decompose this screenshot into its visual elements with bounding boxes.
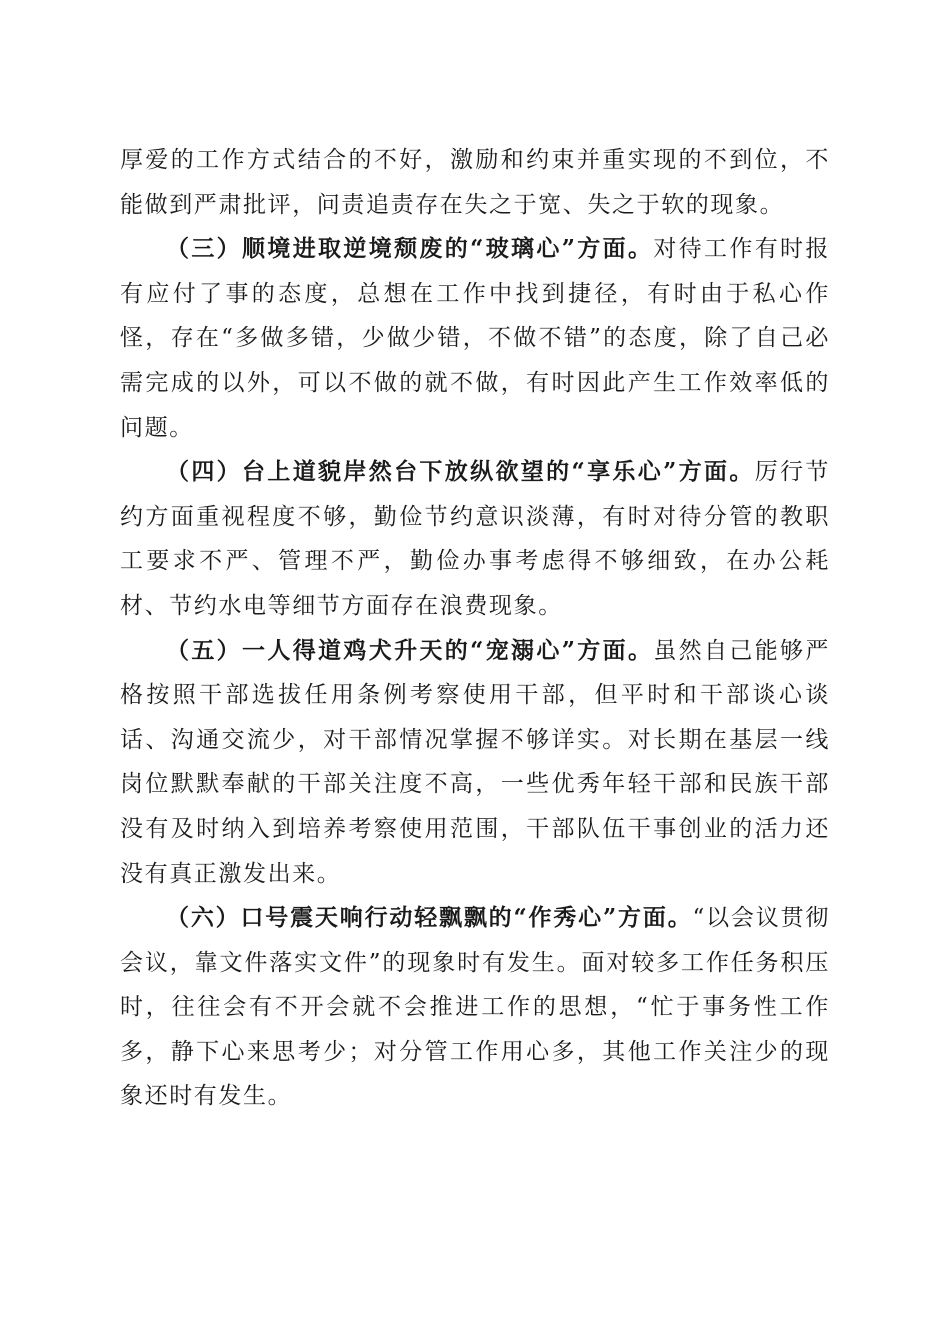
paragraph-body: 对待工作有时报有应付了事的态度，总想在工作中找到捷径，有时由于私心作怪，存在“多做多错，少做少错，不做不错”的态度，除了自己必需完成的以外，可以不做的就不做，有时因此产生工作效率低的问题。	[120, 236, 830, 441]
paragraph-body: 厉行节约方面重视程度不够，勤俭节约意识淡薄，有时对待分管的教职工要求不严、管理不严，勤俭办事考虑得不够细致，在办公耗材、节约水电等细节方面存在浪费现象。	[120, 459, 830, 619]
section-heading: （三）顺境进取逆境颓废的“玻璃心”方面。	[166, 235, 654, 263]
paragraph-body: 厚爱的工作方式结合的不好，激励和约束并重实现的不到位，不能做到严肃批评，问责追责存在失之于宽、失之于软的现象。	[120, 147, 830, 218]
paragraph-body: 虽然自己能够严格按照干部选拔任用条例考察使用干部，但平时和干部谈心谈话、沟通交流少，对干部情况掌握不够详实。对长期在基层一线岗位默默奉献的干部关注度不高，一些优秀年轻干部和民族干部没有及时纳入到培养考察使用范围，干部队伍干事创业的活力还没有真正激发出来。	[120, 637, 830, 887]
paragraph-body: “以会议贯彻会议，靠文件落实文件”的现象时有发生。面对较多工作任务积压时，往往会有不开会就不会推进工作的思想，“忙于事务性工作多，静下心来思考少；对分管工作用心多，其他工作关注少的现象还时有发生。	[120, 905, 830, 1110]
section-heading: （四）台上道貌岸然台下放纵欲望的“享乐心”方面。	[166, 458, 755, 486]
paragraph-pleasure-heart	[120, 450, 830, 628]
paragraph-glass-heart	[120, 227, 830, 450]
document-page	[120, 138, 830, 1119]
section-heading: （六）口号震天响行动轻飘飘的“作秀心”方面。	[166, 904, 693, 932]
paragraph-continuation	[120, 138, 830, 227]
paragraph-doting-heart	[120, 629, 830, 897]
paragraph-showoff-heart	[120, 896, 830, 1119]
section-heading: （五）一人得道鸡犬升天的“宠溺心”方面。	[166, 636, 654, 664]
